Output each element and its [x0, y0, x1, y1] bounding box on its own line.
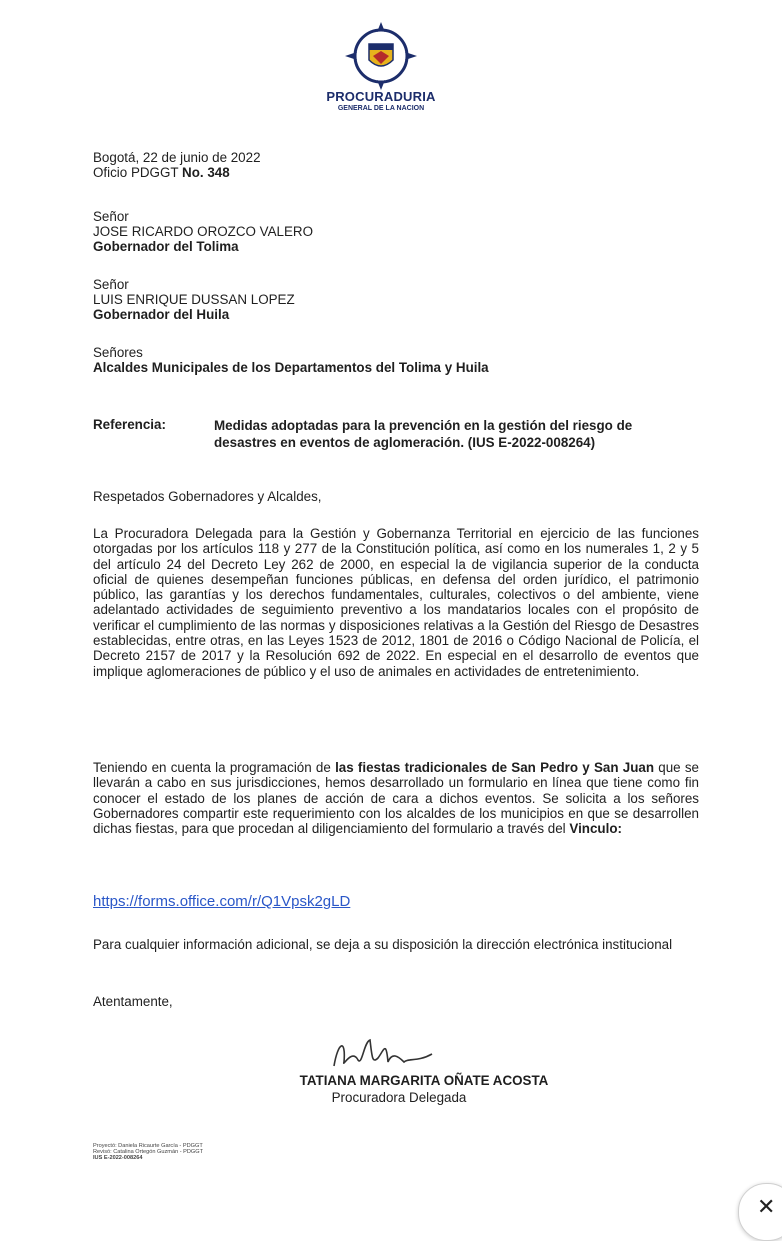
footer-credits — [93, 1143, 203, 1162]
signer-name: TATIANA MARGARITA OÑATE ACOSTA — [299, 1073, 549, 1088]
recipient-title: Alcaldes Municipales de los Departamentos del Tolima y Huila — [93, 360, 489, 375]
salutation: Señores — [93, 345, 143, 360]
oficio-number: No. 348 — [182, 165, 230, 180]
salutation: Señor — [93, 277, 129, 292]
salutation: Señor — [93, 209, 129, 224]
paragraph-3: Para cualquier información adicional, se deja a su disposición la dirección electrónica institucional — [93, 937, 673, 952]
oficio-line — [93, 165, 261, 180]
p2-bold: las fiestas tradicionales de San Pedro y San Juan — [335, 760, 655, 775]
recipient-title: Gobernador del Huila — [93, 307, 230, 322]
greeting: Respetados Gobernadores y Alcaldes, — [93, 489, 322, 504]
p2-text-1: Teniendo en cuenta la programación de — [93, 760, 336, 775]
recipient-name: JOSE RICARDO OROZCO VALERO — [93, 224, 313, 239]
recipient-name: LUIS ENRIQUE DUSSAN LOPEZ — [93, 292, 295, 307]
reference-label: Referencia: — [93, 417, 166, 432]
reference-text: Medidas adoptadas para la prevención en la gestión del riesgo de desastres en eventos de aglomeración. (IUS E-2022-008264) — [214, 418, 633, 450]
close-button[interactable] — [738, 1183, 782, 1241]
signer-role: Procuradora Delegada — [331, 1090, 467, 1105]
procuraduria-logo — [326, 18, 436, 130]
handwritten-signature-icon — [328, 1032, 438, 1074]
recipient-tolima — [93, 209, 313, 254]
paragraph-1: La Procuradora Delegada para la Gestión y Gobernanza Territorial en ejercicio de las funciones otorgadas por los artículos 118 y 277 de la Constitución política, así como en los numerales 1, 2 y 5 del artículo 24 del Decreto Ley 262 de 2000, en especial la de vigilancia superior de la conducta oficial de quienes desempeñan funciones públicas, en defensa del orden jurídico, el patrimonio público, las garantías y los derechos fundamentales, culturales, colectivos o del ambiente, viene adelantado actividades de seguimiento preventivo a los mandatarios locales con el propósito de verificar el cumplimiento de las normas y disposiciones relativas a la Gestión del Riesgo de Desastres establecidas, entre otras, en las Leyes 1523 de 2012, 1801 de 2016 o Código Nacional de Policía, el Decreto 2157 de 2017 y la Resolución 692 de 2022. En especial en el desarrollo de eventos que implique aglomeraciones de público y el uso de animales en actividades de entretenimiento. — [93, 526, 699, 679]
paragraph-2 — [93, 760, 699, 836]
footer-line: Proyectó: Daniela Ricaurte García - PDGGT — [93, 1143, 203, 1149]
p2-link-label: Vinculo: — [569, 821, 622, 837]
logo-subtitle: GENERAL DE LA NACION — [337, 105, 425, 112]
closing: Atentamente, — [93, 994, 173, 1009]
shield-emblem-icon — [343, 18, 419, 90]
p2-text-2: que se llevarán a cabo en sus jurisdicciones, hemos desarrollado un formulario en línea que tiene como fin conocer el estado de los planes de acción de cara a dichos eventos. Se solicita a los señores Gobernadores compartir este requerimiento con los alcaldes de los municipios en que se desarrollen dichas fiestas, para que procedan al diligenciamiento del formulario a través del — [93, 760, 699, 837]
oficio-prefix: Oficio PDGGT — [93, 165, 183, 180]
date-line: Bogotá, 22 de junio de 2022 — [93, 150, 261, 165]
recipient-huila — [93, 277, 295, 322]
date-oficio — [93, 150, 261, 180]
footer-line: Revisó: Catalina Ortegón Guzmán - PDGGT — [93, 1149, 204, 1156]
recipient-title: Gobernador del Tolima — [93, 239, 239, 254]
footer-line: IUS E-2022-008264 — [93, 1155, 143, 1162]
logo-name: PROCURADURIA — [326, 89, 436, 104]
recipient-alcaldes — [93, 345, 489, 375]
form-link[interactable]: https://forms.office.com/r/Q1Vpsk2gLD — [93, 893, 351, 910]
close-icon: ✕ — [757, 1194, 776, 1219]
